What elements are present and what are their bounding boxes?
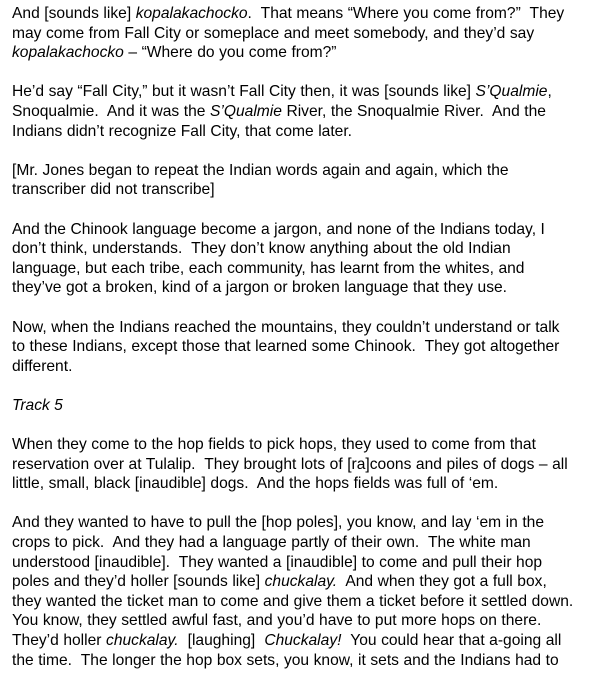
paragraph-text: [Mr. Jones began to repeat the Indian words again and again, which the transcriber did not transcribe] — [12, 161, 509, 199]
paragraph-text: [laughing] — [178, 632, 265, 649]
italic-term: chuckalay. — [106, 632, 179, 649]
transcript-paragraph — [12, 161, 588, 200]
paragraph-text: You could hear that a-going all the time. The longer the hop box sets, you know, it sets and the Indians had to — [12, 632, 562, 669]
paragraph-text: River, the Snoqualmie River. And the Indians didn’t recognize Fall City, that come later. — [12, 102, 546, 140]
italic-term: Chuckalay! — [264, 632, 342, 649]
transcript-paragraph — [12, 220, 588, 298]
paragraph-text: Now, when the Indians reached the mountains, they couldn’t understand or talk to these Indians, except those that learned some Chinook. They got altogether different. — [12, 318, 560, 375]
paragraph-text: And [sounds like] — [12, 5, 136, 22]
paragraph-text: He’d say “Fall City,” but it wasn’t Fall City then, it was [sounds like] — [12, 83, 476, 101]
paragraph-text: And they wanted to have to pull the [hop poles], you know, and lay ‘em in the crops to pick. And they had a language partly of their own. The white man understood [inaudible]. They wanted a [inaudible] to come and pull their hop poles and they’d holler [sounds like] — [12, 514, 545, 591]
paragraph-text: – “Where do you come from?” — [123, 44, 337, 62]
italic-term: S’Qualmie — [209, 102, 282, 120]
italic-term: S’Qualmie — [475, 83, 548, 101]
italic-term: kopalakachocko — [12, 44, 124, 62]
paragraph-text: . That means “Where you come from?” They may come from Fall City or someplace and meet somebody, and they’d say — [12, 5, 565, 42]
paragraph-text: And when they got a full box, they wanted the ticket man to come and give them a ticket before it settled down. You know, they settled awful fast, and you’d have to put more hops on there. They’d holler — [12, 573, 574, 649]
transcript-page — [12, 4, 588, 690]
transcript-paragraph — [12, 513, 588, 670]
transcript-paragraph — [12, 435, 588, 494]
paragraph-text: , Snoqualmie. And it was the — [12, 83, 552, 120]
track-heading: Track 5 — [12, 396, 63, 414]
transcript-paragraph — [12, 82, 588, 141]
paragraph-text: And the Chinook language become a jargon, and none of the Indians today, I don’t think, understands. They don’t know anything about the old Indian language, but each tribe, each community, has learnt from the whites, and they’ve got a broken, kind of a jargon or broken language that they use. — [12, 220, 545, 297]
paragraph-text: When they come to the hop fields to pick hops, they used to come from that reservation over at Tulalip. They brought lots of [ra]coons and piles of dogs – all little, small, black [inaudible] dogs. And the hops fields was full of ‘em. — [12, 436, 568, 493]
transcript-body-before — [12, 4, 588, 376]
italic-term: chuckalay. — [264, 573, 338, 591]
italic-term: kopalakachocko — [135, 5, 248, 22]
transcript-paragraph — [12, 4, 588, 63]
transcript-paragraph — [12, 318, 588, 377]
